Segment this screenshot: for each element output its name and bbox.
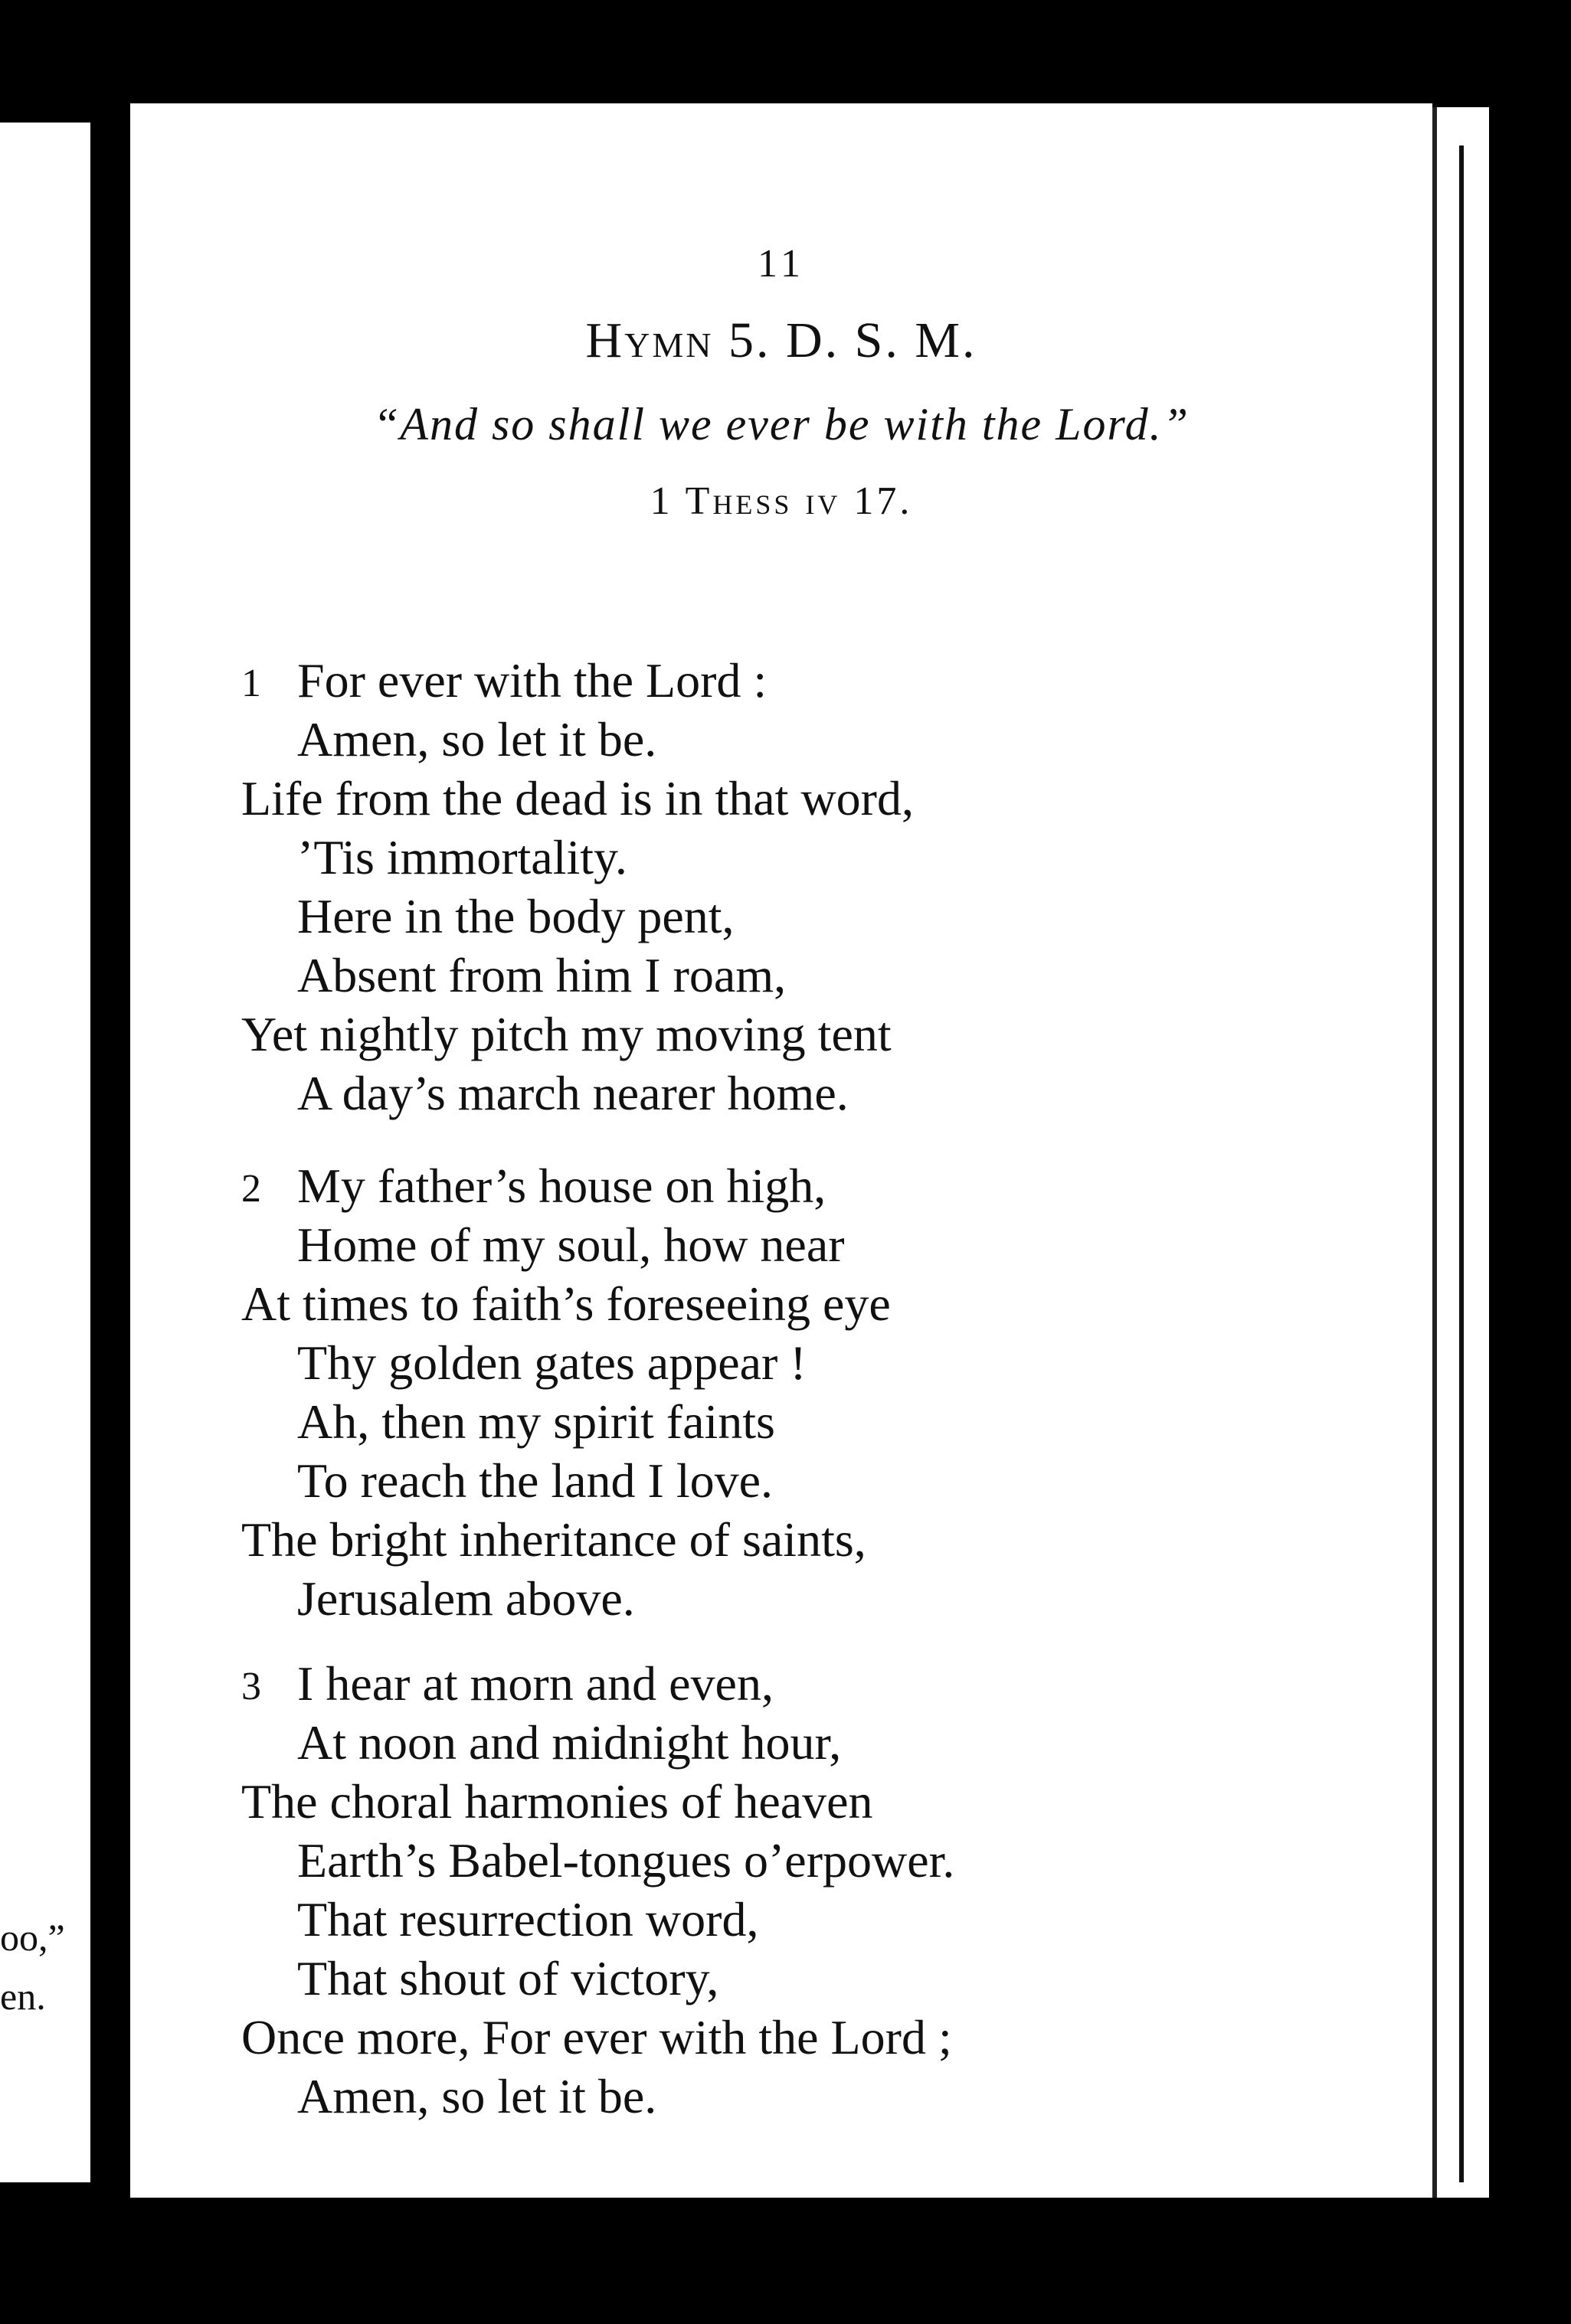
page-gutter <box>90 123 133 2182</box>
verse-line: For ever with the Lord : <box>297 653 767 708</box>
scripture-reference: 1 Thess iv 17. <box>650 479 913 523</box>
left-page-fragment: en. <box>0 1975 46 2018</box>
verse-line: Ah, then my spirit faints <box>297 1394 775 1449</box>
verse-line: Life from the dead is in that word, <box>241 771 914 825</box>
left-page-strip <box>0 123 96 2182</box>
epigraph: “And so shall we ever be with the Lord.” <box>372 399 1190 449</box>
verse-line: ’Tis immortality. <box>297 830 627 884</box>
verse-line: Absent from him I roam, <box>297 948 787 1002</box>
book-page <box>130 103 1432 2198</box>
verse-line: The choral harmonies of heaven <box>241 1774 873 1829</box>
verse-line: At times to faith’s foreseeing eye <box>241 1276 891 1331</box>
page-number: 11 <box>757 242 806 286</box>
verse-line: Once more, For ever with the Lord ; <box>241 2010 952 2064</box>
stanza-3 <box>241 1654 954 2126</box>
stanza-2 <box>241 1156 891 1628</box>
verse-line: Amen, so let it be. <box>297 712 657 766</box>
stanza-number: 1 <box>241 662 261 705</box>
verse-line: Home of my soul, how near <box>297 1218 845 1272</box>
stanza-1 <box>241 651 914 1123</box>
verse-line: Jerusalem above. <box>297 1571 635 1626</box>
verse-line: Earth’s Babel-tongues o’erpower. <box>297 1833 955 1888</box>
verse-line: The bright inheritance of saints, <box>241 1512 866 1567</box>
verse-line: Yet nightly pitch my moving tent <box>241 1007 892 1061</box>
verse-line: At noon and midnight hour, <box>297 1715 842 1770</box>
verse-line: That resurrection word, <box>297 1892 759 1946</box>
verse-line: To reach the land I love. <box>297 1453 774 1508</box>
page-right-edge-line <box>1459 145 1464 2182</box>
verse-line: I hear at morn and even, <box>297 1656 774 1711</box>
verse-line: Here in the body pent, <box>297 889 735 943</box>
left-page-fragment: oo,” <box>0 1916 65 1959</box>
verse-line: Amen, so let it be. <box>297 2069 657 2123</box>
stanza-number: 3 <box>241 1665 261 1708</box>
hymn-title: Hymn 5. D. S. M. <box>585 312 977 368</box>
verse-line: My father’s house on high, <box>297 1159 826 1213</box>
verse-line: A day’s march nearer home. <box>297 1066 849 1120</box>
verse-line: Thy golden gates appear ! <box>297 1335 807 1390</box>
verse-line: That shout of victory, <box>297 1951 719 2005</box>
stanza-number: 2 <box>241 1167 261 1211</box>
